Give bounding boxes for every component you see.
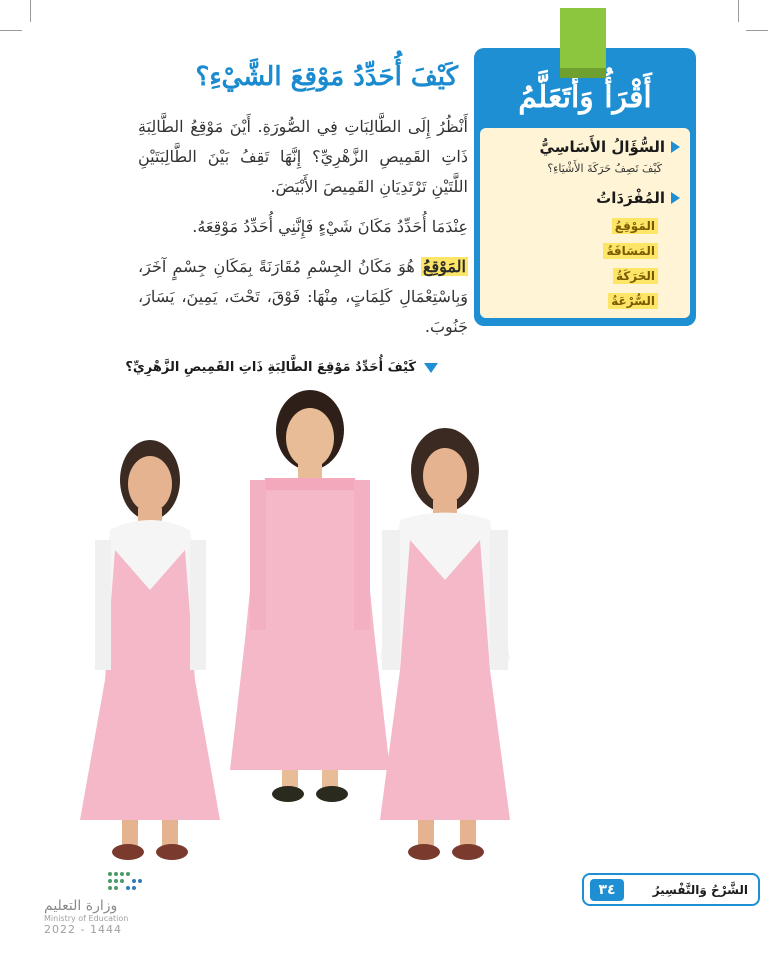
read-and-learn-body — [480, 128, 690, 318]
vocabulary-term: المَوْقِعُ — [612, 218, 658, 234]
paragraph-intro: أَنْظُرُ إِلَى الطَّالِبَاتِ فِي الصُّورَةِ. أَيْنَ مَوْقِعُ الطَّالِبَةِ ذَاتِ القَمِيصِ الزَّهْرِيِّ؟ إِنَّهَا تَقِفُ بَيْنَ الطَّالِبَتَيْنِ اللَّتَيْنِ تَرْتَدِيَانِ القَمِيصَ الأَبْيَضَ. — [138, 117, 468, 196]
highlighted-term: المَوْقِعُ — [423, 257, 466, 276]
student-right — [380, 428, 510, 860]
paragraph-definition: عِنْدَمَا أُحَدِّدُ مَكَانَ شَيْءٍ فَإِنَّنِي أُحَدِّدُ مَوْقِعَهُ. — [192, 217, 468, 236]
student-left — [80, 440, 220, 860]
triangle-bullet-icon — [671, 141, 680, 153]
figure-caption-text: كَيْفَ أُحَدِّدُ مَوْقِعَ الطَّالِبَةِ ذَاتِ القَمِيصِ الزَّهْرِيِّ؟ — [125, 360, 416, 375]
vocabulary-term: المَسَافَةُ — [603, 243, 658, 259]
vocabulary-term: السُّرْعَةُ — [608, 293, 658, 309]
ministry-logo — [44, 868, 154, 936]
page-number: ٣٤ — [590, 879, 624, 901]
triangle-marker-icon — [424, 363, 438, 373]
read-and-learn-box — [474, 48, 696, 326]
essential-question-text: كَيْفَ تَصِفُ حَرَكَةَ الأَشْيَاءِ؟ — [547, 162, 662, 175]
crop-mark — [0, 30, 22, 31]
ministry-year: 2022 - 1444 — [44, 923, 122, 936]
essential-question-heading — [490, 138, 680, 156]
crop-mark — [746, 30, 768, 31]
crop-mark — [30, 0, 31, 22]
section-footer — [582, 873, 760, 906]
triangle-bullet-icon — [671, 192, 680, 204]
paragraph-location — [138, 252, 468, 342]
vocabulary-title: المُفْرَدَاتُ — [596, 189, 665, 207]
lesson-title: كَيْفَ أُحَدِّدُ مَوْقِعَ الشَّيْءِ؟ — [195, 62, 458, 92]
figure-caption — [125, 360, 438, 375]
section-label: الشَّرْحُ وَالتَّفْسِيرُ — [652, 882, 748, 897]
vocabulary-list — [490, 215, 658, 315]
bookmark-ribbon — [560, 8, 606, 68]
vocabulary-term: الحَرَكَةُ — [613, 268, 658, 284]
vocabulary-heading — [490, 189, 680, 207]
student-middle — [230, 390, 390, 802]
read-and-learn-title: أَقْرَأُ وَأَتَعَلَّمُ — [518, 79, 652, 115]
paragraph-location-text: هُوَ مَكَانُ الجِسْمِ مُقَارَنَةً بِمَكَانِ جِسْمٍ آخَرَ، وَبِاسْتِعْمَالِ كَلِمَاتٍ، مِنْهَا: فَوْقَ، تَحْتَ، يَمِينَ، يَسَارَ، جَنُوبَ. — [138, 257, 468, 336]
crop-mark — [738, 0, 739, 22]
ministry-name: وزارة التعليم — [44, 898, 118, 914]
ministry-subtitle: Ministry of Education — [44, 914, 129, 923]
essential-question-title: السُّؤَالُ الأَسَاسِيُّ — [539, 138, 665, 156]
students-photo — [70, 380, 540, 870]
ministry-dots-icon — [104, 868, 150, 894]
